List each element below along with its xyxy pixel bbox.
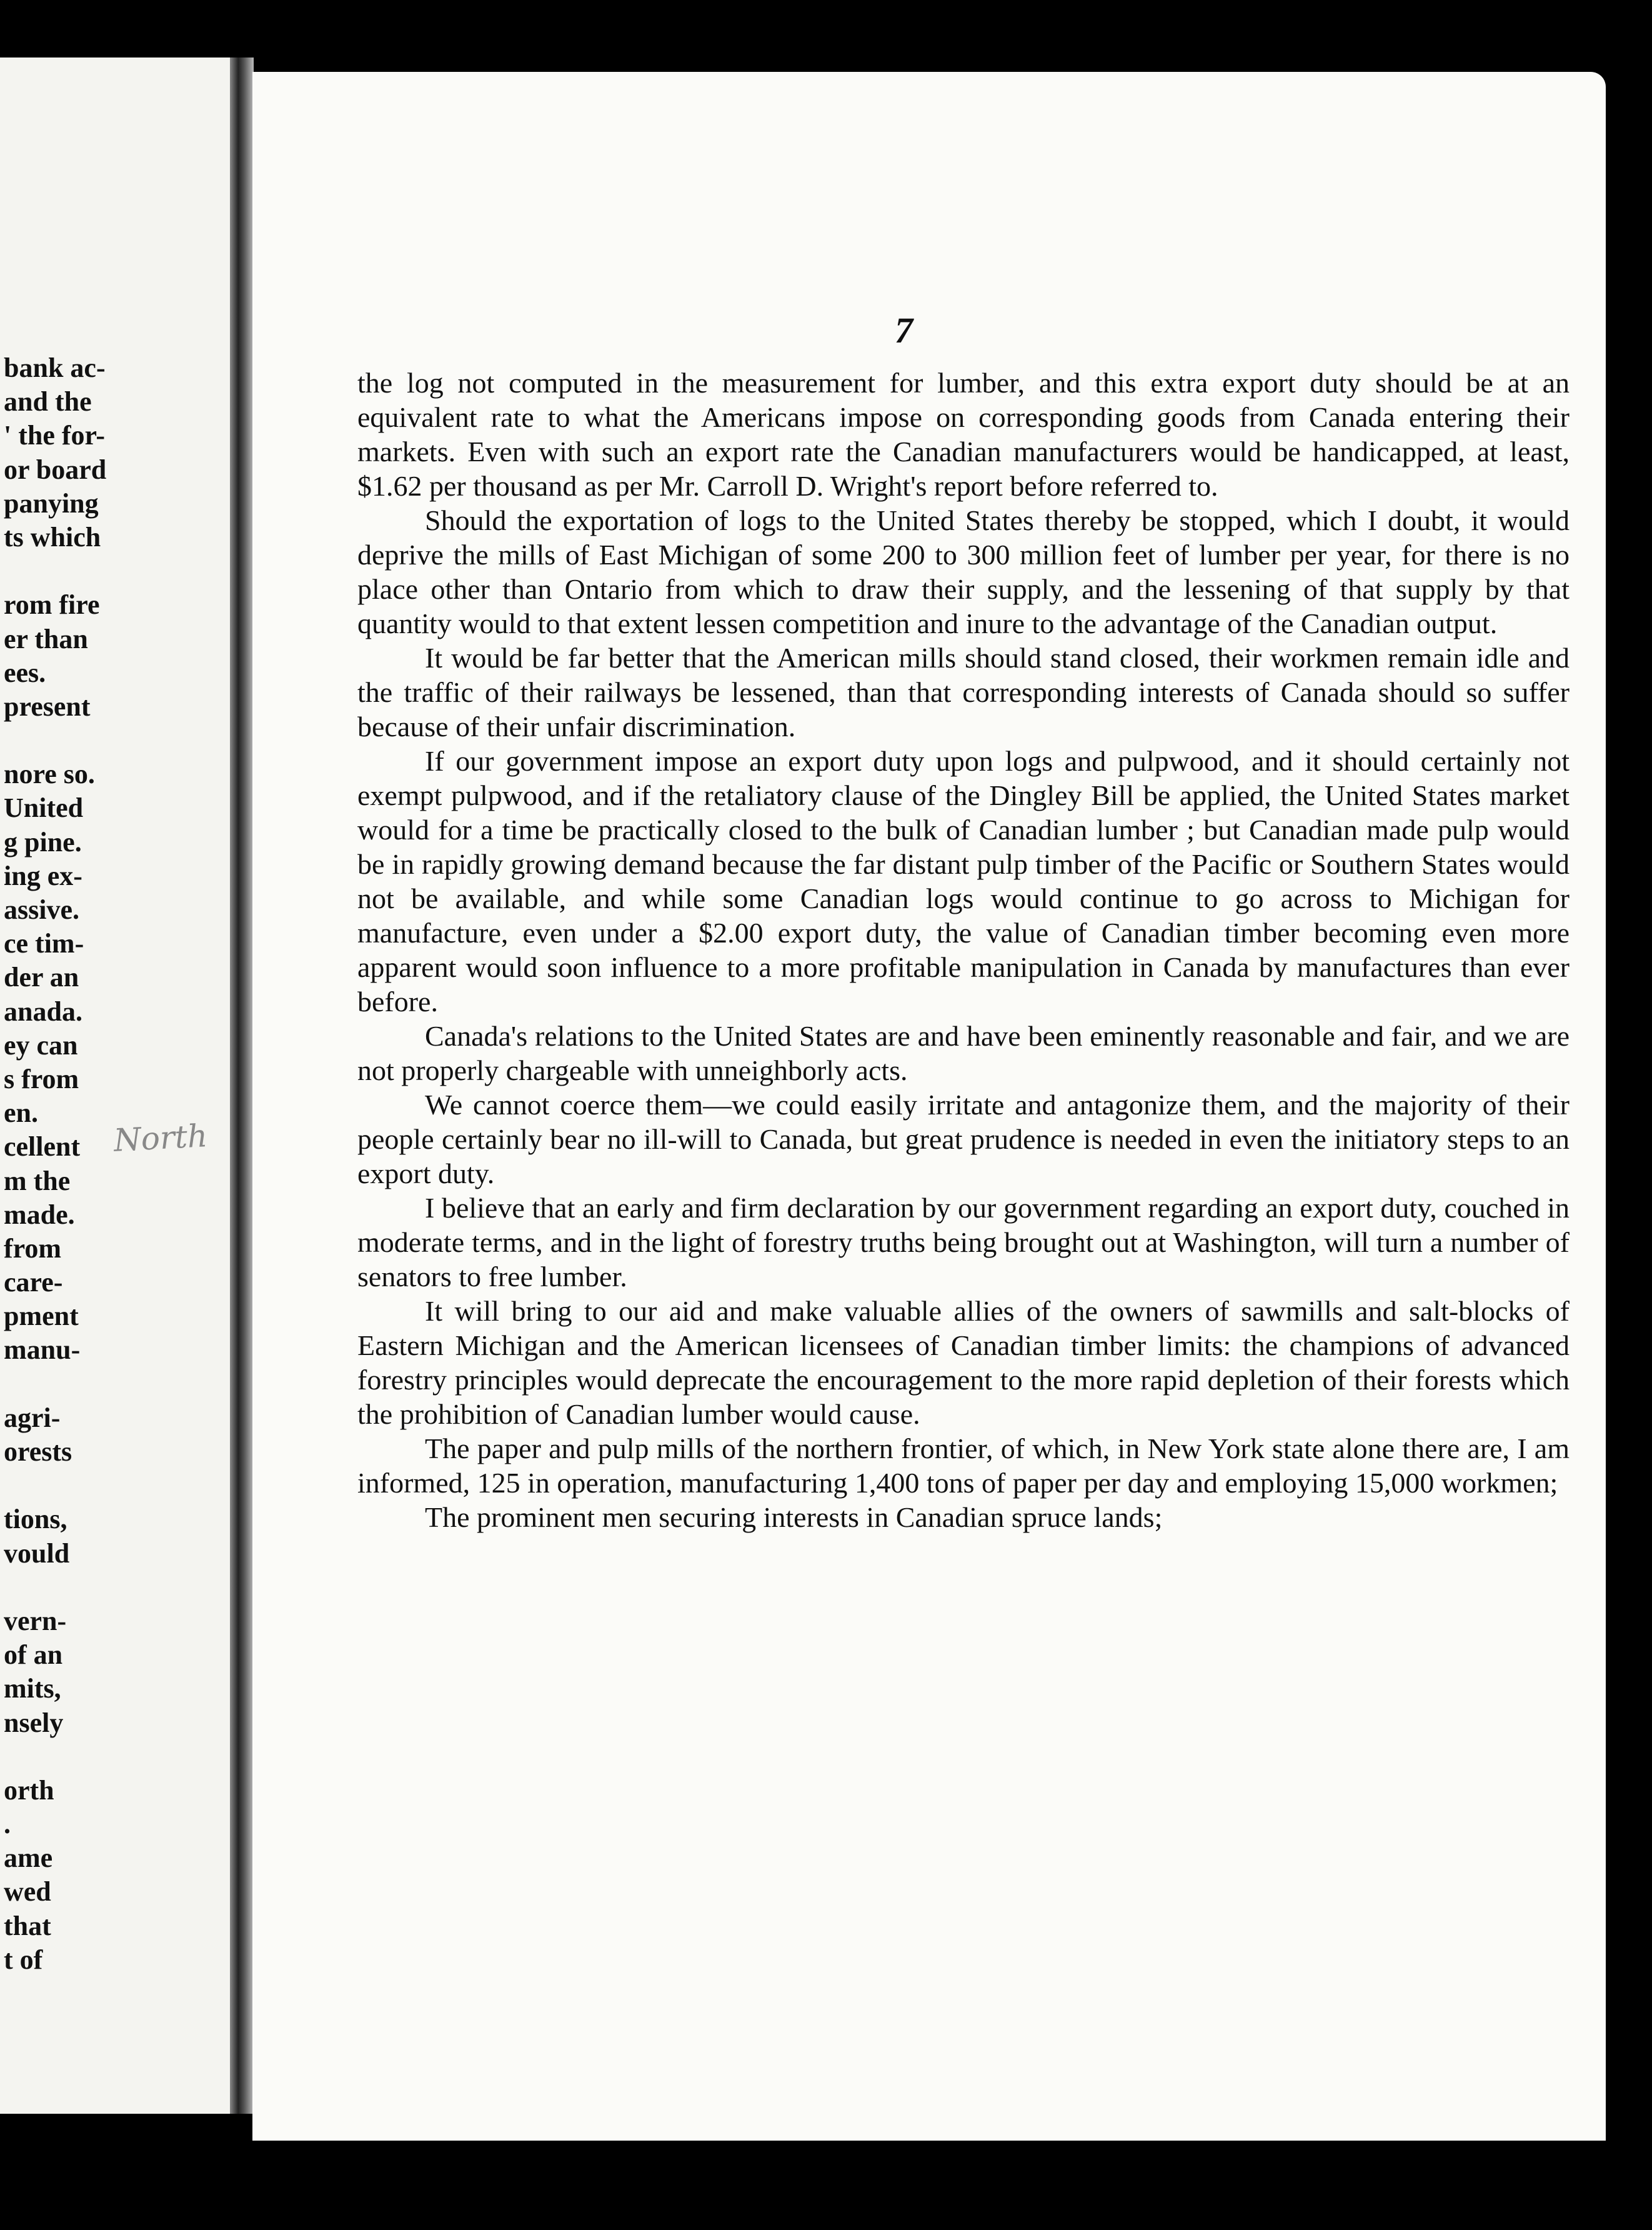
- paragraph: Should the exportation of logs to the United States thereby be stopped, which I doubt, it would deprive the mills of East Michigan of some 200 to 300 million feet of lumber per year, for there is no place other than Ontario from which to draw their supply, and the lessening of that supply by that quantity would to that extent lessen competition and inure to the advantage of the Canadian output.: [357, 504, 1570, 639]
- facing-page-text: [0, 351, 242, 1977]
- paragraph: the log not computed in the measurement for lumber, and this extra export duty should be at an equivalent rate to what the Americans impose on corresponding goods from Canada entering their markets. Even with such an export rate the Canadian manufacturers would be handicapped, at least, $1.62 per thousand as per Mr. Carroll D. Wright's report before referred to.: [357, 367, 1570, 502]
- facing-line: orth: [4, 1774, 54, 1806]
- page-number: 7: [895, 310, 913, 351]
- facing-line: made.: [4, 1199, 75, 1230]
- facing-line: en.: [4, 1098, 38, 1129]
- facing-line: of an: [4, 1639, 63, 1671]
- facing-line: and the: [4, 386, 92, 418]
- facing-line: mits,: [4, 1673, 61, 1704]
- facing-line: [0, 1740, 242, 1774]
- facing-line: assive.: [4, 894, 79, 925]
- facing-line: or board: [4, 454, 107, 485]
- facing-line: ame: [4, 1842, 53, 1874]
- paragraph: We cannot coerce them—we could easily irritate and antagonize them, and the majority of their people certainly bear no ill-will to Canada, but great prudence is needed in even the initiatory steps to an export duty.: [357, 1089, 1570, 1189]
- facing-line: pment: [4, 1301, 79, 1332]
- paragraph: Canada's relations to the United States are and have been eminently reasonable and fair, and we are not properly chargeable with unneighborly acts.: [357, 1020, 1570, 1086]
- facing-line: m the: [4, 1165, 71, 1196]
- facing-line: ts which: [4, 521, 101, 552]
- body-text: [357, 366, 1570, 1534]
- facing-line: present: [4, 691, 91, 722]
- facing-line: nsely: [4, 1707, 64, 1738]
- facing-line: manu-: [4, 1334, 81, 1366]
- facing-line: [0, 554, 242, 588]
- facing-line: t of: [4, 1944, 43, 1975]
- facing-line: ' the for-: [4, 420, 106, 451]
- facing-line: [0, 1571, 242, 1604]
- facing-line: [0, 1368, 242, 1401]
- paragraph: I believe that an early and firm declaration by our government regarding an export duty, couched in moderate terms, and in the light of forestry truths being brought out at Washington, will turn a number of senators to free lumber.: [357, 1192, 1570, 1292]
- facing-line: der an: [4, 962, 79, 993]
- main-page: [252, 72, 1606, 2141]
- facing-line: rom fire: [4, 589, 100, 621]
- facing-line: ce tim-: [4, 928, 84, 959]
- facing-line: [0, 724, 242, 758]
- paragraph: It will bring to our aid and make valuable allies of the owners of sawmills and salt-blocks of Eastern Michigan and the American licensees of Canadian timber limits: the champions of advanced forestry principles would deprecate the encouragement to the more rapid depletion of their forests which the prohibition of Canadian lumber would cause.: [357, 1295, 1570, 1430]
- facing-line: orests: [4, 1436, 72, 1467]
- facing-line: agri-: [4, 1402, 61, 1433]
- facing-line: that: [4, 1910, 51, 1941]
- facing-line: cellent: [4, 1131, 81, 1162]
- facing-line: ees.: [4, 657, 46, 688]
- facing-line: care-: [4, 1267, 63, 1298]
- facing-line: tions,: [4, 1504, 67, 1535]
- facing-line: United: [4, 792, 84, 824]
- facing-line: nore so.: [4, 759, 95, 790]
- facing-line: bank ac-: [4, 352, 106, 383]
- handwritten-margin-note: North: [112, 1118, 209, 1159]
- facing-line: [0, 1469, 242, 1502]
- facing-line: anada.: [4, 996, 82, 1027]
- facing-line: ey can: [4, 1029, 78, 1061]
- facing-line: vould: [4, 1538, 70, 1569]
- facing-page: [0, 58, 242, 2114]
- facing-line: panying: [4, 488, 99, 519]
- paragraph: The prominent men securing interests in Canadian spruce lands;: [425, 1501, 1163, 1533]
- facing-line: .: [4, 1809, 11, 1840]
- facing-line: ing ex-: [4, 860, 82, 891]
- facing-line: s from: [4, 1063, 79, 1094]
- facing-line: vern-: [4, 1605, 67, 1636]
- facing-line: from: [4, 1232, 62, 1264]
- book-gutter: [230, 58, 254, 2114]
- paragraph: If our government impose an export duty upon logs and pulpwood, and it should certainly not exempt pulpwood, and if the retaliatory clause of the Dingley Bill be applied, the United States market would for a time be practically closed to the bulk of Canadian lumber ; but Canadian made pulp would be in rapidly growing demand because the far distant pulp timber of the Pacific or Southern States would not be available, and while some Canadian logs would continue to go across to Michigan for manufacture, even under a $2.00 export duty, the value of Canadian timber becoming even more apparent would soon influence to a more profitable manipulation in Canada by manufactures than ever before.: [357, 745, 1570, 1018]
- paragraph: It would be far better that the American mills should stand closed, their workmen remain idle and the traffic of their railways be lessened, than that corresponding interests of Canada should so suffer because of their unfair discrimination.: [357, 642, 1570, 742]
- facing-line: er than: [4, 623, 88, 654]
- paragraph: The paper and pulp mills of the northern frontier, of which, in New York state alone there are, I am informed, 125 in operation, manufacturing 1,400 tons of paper per day and employing 15,000 workmen;: [357, 1432, 1570, 1499]
- facing-line: g pine.: [4, 826, 82, 858]
- facing-line: wed: [4, 1876, 51, 1908]
